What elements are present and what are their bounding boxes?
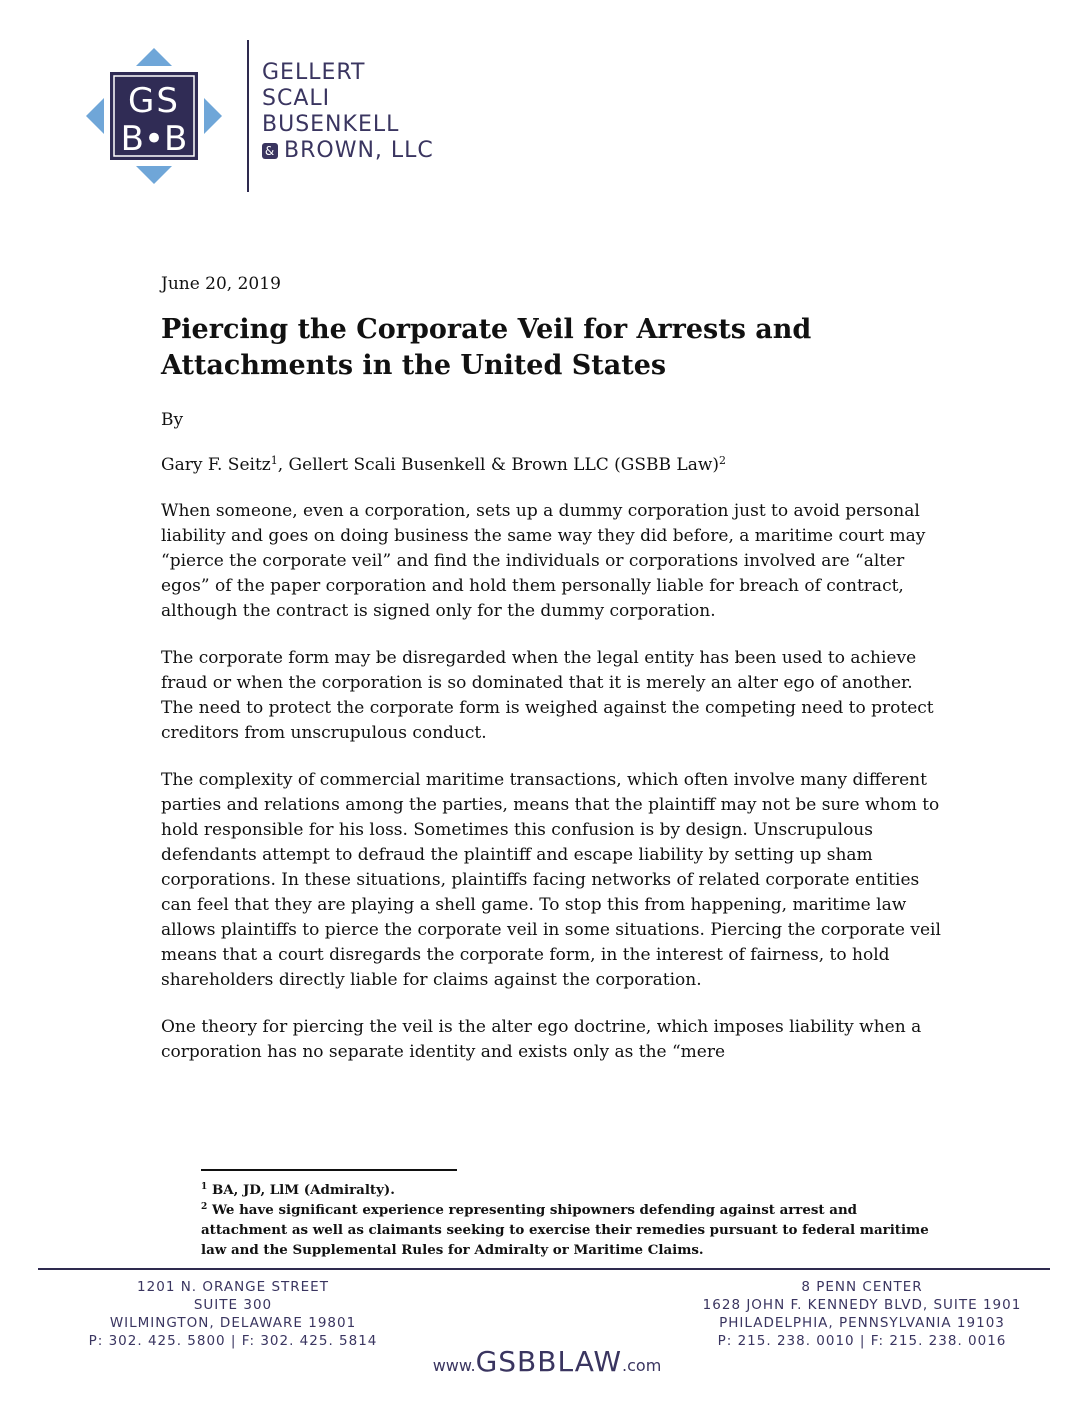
firm-name-line: GELLERT <box>262 60 366 85</box>
address-line: 8 PENN CENTER <box>801 1279 923 1295</box>
article-date: June 20, 2019 <box>161 274 281 294</box>
footnote-1 <box>201 1180 941 1200</box>
firm-logo <box>84 46 224 186</box>
footnotes <box>201 1180 941 1260</box>
address-phone-fax: P: 302. 425. 5800 | F: 302. 425. 5814 <box>88 1333 378 1349</box>
title-line-1: Piercing the Corporate Veil for Arrests and <box>161 314 812 345</box>
footnote-number: 1 <box>201 1182 208 1192</box>
body-paragraph: The complexity of commercial maritime transactions, which often involve many different parties and relations among the parties, means that the plaintiff may not be sure whom to hold responsible for his loss. Sometimes this confusion is by design. Unscrupulous defendants attempt to defraud the plaintiff and escape liability by setting up sham corporations. In these situations, plaintiffs facing networks of related corporate entities can feel that they are playing a shell game. To stop this from happening, maritime law allows plaintiffs to pierce the corporate veil in some situations. Piercing the corporate veil means that a court disregards the corporate form, in the interest of fairness, to hold shareholders directly liable for claims against the corporation. <box>161 770 941 990</box>
address-line: 1628 JOHN F. KENNEDY BLVD, SUITE 1901 <box>702 1297 1022 1313</box>
body-paragraph: When someone, even a corporation, sets up a dummy corporation just to avoid personal liability and goes on doing business the same way they did before, a maritime court may “pierce the corporate veil” and find the individuals or corporations involved are “alter egos” of the paper corporation and hold them personally liable for breach of contract, although the contract is signed only for the dummy corporation. <box>161 501 926 621</box>
address-phone-fax: P: 215. 238. 0010 | F: 215. 238. 0016 <box>717 1333 1007 1349</box>
address-line: PHILADELPHIA, PENNSYLVANIA 19103 <box>719 1315 1005 1331</box>
address-line: SUITE 300 <box>193 1297 273 1313</box>
article-title <box>161 312 941 384</box>
firm-name-line-last <box>262 138 434 164</box>
logo-divider <box>247 40 249 192</box>
firm-name-line: SCALI <box>262 86 331 111</box>
logo-diamond-bottom <box>136 166 172 184</box>
logo-letters-bottom: B•B <box>120 119 188 159</box>
footer-address-philadelphia <box>672 1278 1052 1350</box>
article <box>161 272 941 1087</box>
author-name: Gary F. Seitz <box>161 455 271 475</box>
footnote-ref-2[interactable]: 2 <box>719 454 727 467</box>
logo-letters-top: GS <box>128 81 180 121</box>
logo-diamond-top <box>136 48 172 66</box>
address-line: WILMINGTON, DELAWARE 19801 <box>109 1315 357 1331</box>
website-suffix: .com <box>622 1356 662 1375</box>
footnote-divider <box>201 1169 457 1171</box>
body-paragraph: The corporate form may be disregarded when the legal entity has been used to achieve fraud or when the corporation is so dominated that it is merely an alter ego of another. The need to protect the corporate form is weighed against the competing need to protect creditors from unscrupulous conduct. <box>161 648 934 743</box>
footnote-2 <box>201 1200 941 1260</box>
ampersand-badge: & <box>262 143 278 159</box>
website-link[interactable] <box>412 1345 682 1378</box>
title-line-2: Attachments in the United States <box>161 350 667 381</box>
body-paragraph: One theory for piercing the veil is the alter ego doctrine, which imposes liability when a corporation has no separate identity and exists only as the “mere <box>161 1017 922 1062</box>
logo-diamond-right <box>204 98 222 134</box>
footnote-ref-1[interactable]: 1 <box>270 454 278 467</box>
logo-diamond-left <box>86 98 104 134</box>
firm-name <box>262 60 434 164</box>
footer-divider <box>38 1268 1050 1270</box>
byline-label: By <box>161 410 184 430</box>
author-line <box>161 453 941 477</box>
address-line: 1201 N. ORANGE STREET <box>137 1279 329 1295</box>
website-prefix: www. <box>432 1356 476 1375</box>
footnote-number: 2 <box>201 1202 208 1212</box>
footnote-text: BA, JD, LlM (Admiralty). <box>211 1182 395 1198</box>
website-domain: GSBBLAW <box>475 1345 623 1378</box>
author-affiliation: , Gellert Scali Busenkell & Brown LLC (GSBB Law) <box>277 455 720 475</box>
firm-name-line: BUSENKELL <box>262 112 400 137</box>
footnote-text: We have significant experience representing shipowners defending against arrest and attachment as well as claimants seeking to exercise their remedies pursuant to federal maritime law and the Supplemental Rules for Admiralty or Maritime Claims. <box>201 1202 929 1258</box>
firm-name-line: BROWN, LLC <box>284 138 434 163</box>
footer-address-wilmington <box>78 1278 388 1350</box>
